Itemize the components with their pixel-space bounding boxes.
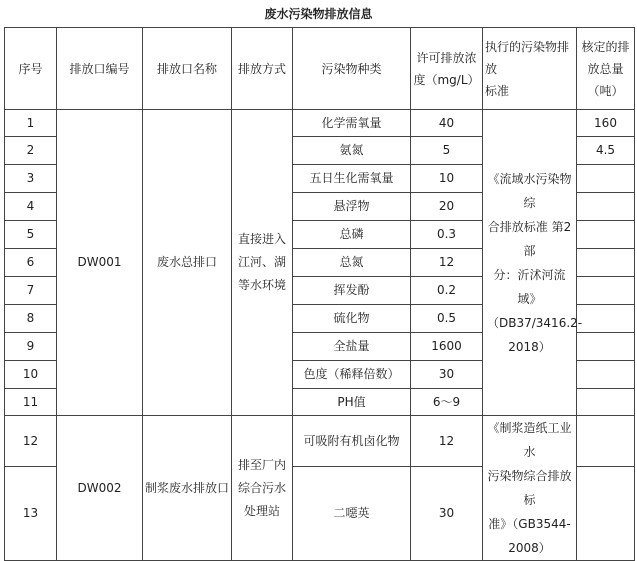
cell-seq: 2 <box>5 137 57 165</box>
cell-pollutant: 色度（稀释倍数） <box>293 361 411 389</box>
cell-seq: 5 <box>5 221 57 249</box>
header-limit-line1: 许可排放浓 <box>416 50 477 65</box>
standard-line: 污染物综合排放标 <box>487 469 572 507</box>
header-limit <box>411 28 483 110</box>
cell-limit: 10 <box>411 165 483 193</box>
cell-method <box>232 416 293 561</box>
cell-method <box>232 110 293 416</box>
cell-standard <box>483 110 583 416</box>
cell-outlet-id: DW001 <box>57 110 143 416</box>
header-total-line1: 核定的排 <box>581 39 630 54</box>
header-limit-line2: 度（mg/L） <box>413 72 480 87</box>
standard-line: 准》（GB3544- <box>488 517 571 531</box>
cell-outlet-id: DW002 <box>57 416 143 561</box>
header-seq: 序号 <box>5 28 57 110</box>
header-method: 排放方式 <box>232 28 293 110</box>
cell-seq: 4 <box>5 193 57 221</box>
cell-seq: 1 <box>5 110 57 137</box>
standard-line: 合排放标准 第2部 <box>487 219 572 258</box>
cell-total: 4.5 <box>577 137 635 165</box>
cell-total: 160 <box>577 110 635 137</box>
cell-outlet-name: 废水总排口 <box>143 110 232 416</box>
cell-seq: 11 <box>5 389 57 416</box>
cell-pollutant: 挥发酚 <box>293 277 411 305</box>
cell-total <box>577 467 635 561</box>
cell-seq: 12 <box>5 416 57 467</box>
cell-seq: 10 <box>5 361 57 389</box>
cell-pollutant: 总磷 <box>293 221 411 249</box>
method-line: 处理站 <box>243 503 280 518</box>
cell-pollutant: 悬浮物 <box>293 193 411 221</box>
cell-seq: 9 <box>5 333 57 361</box>
cell-limit: 0.2 <box>411 277 483 305</box>
cell-total <box>577 165 635 193</box>
cell-standard <box>483 416 577 561</box>
cell-pollutant: 五日生化需氧量 <box>293 165 411 193</box>
header-pollutant: 污染物种类 <box>293 28 411 110</box>
cell-total <box>577 361 635 389</box>
cell-total <box>577 416 635 467</box>
cell-pollutant: 硫化物 <box>293 305 411 333</box>
page-title: 废水污染物排放信息 <box>264 7 373 21</box>
cell-limit: 30 <box>411 361 483 389</box>
cell-seq: 6 <box>5 249 57 277</box>
standard-line: 2018） <box>508 339 551 354</box>
cell-limit: 1600 <box>411 333 483 361</box>
standard-line: （DB37/3416.2- <box>487 315 583 330</box>
method-line: 直接进入 <box>237 232 286 246</box>
cell-total <box>577 193 635 221</box>
cell-total <box>577 277 635 305</box>
cell-total <box>577 249 635 277</box>
method-line: 综合污水 <box>237 480 286 495</box>
cell-limit: 40 <box>411 110 483 137</box>
header-standard <box>483 28 577 110</box>
header-row <box>5 28 635 110</box>
cell-limit: 12 <box>411 416 483 467</box>
cell-total <box>577 389 635 416</box>
cell-outlet-name: 制浆废水排放口 <box>143 416 232 561</box>
header-total-line3: （吨） <box>587 83 624 98</box>
cell-total <box>577 305 635 333</box>
standard-line: 《流域水污染物综 <box>487 171 572 210</box>
cell-seq: 7 <box>5 277 57 305</box>
cell-limit: 0.5 <box>411 305 483 333</box>
cell-limit: 6～9 <box>411 389 483 416</box>
cell-limit: 12 <box>411 249 483 277</box>
table-row <box>5 110 635 137</box>
cell-pollutant: 氨氮 <box>293 137 411 165</box>
cell-pollutant: PH值 <box>293 389 411 416</box>
standard-line: 分：沂沭河流域》 <box>493 267 566 306</box>
header-total <box>577 28 635 110</box>
cell-pollutant: 二噁英 <box>293 467 411 561</box>
cell-seq: 3 <box>5 165 57 193</box>
header-outlet-id: 排放口编号 <box>57 28 143 110</box>
header-standard-line2: 标准 <box>485 83 510 98</box>
method-line: 江河、湖 <box>237 255 286 269</box>
cell-pollutant: 总氮 <box>293 249 411 277</box>
cell-total <box>577 221 635 249</box>
cell-pollutant: 全盐量 <box>293 333 411 361</box>
standard-line: 《制浆造纸工业水 <box>487 421 572 459</box>
header-outlet-name: 排放口名称 <box>143 28 232 110</box>
cell-seq: 13 <box>5 467 57 561</box>
cell-limit: 30 <box>411 467 483 561</box>
header-standard-line1: 执行的污染物排放 <box>485 39 570 76</box>
method-line: 等水环境 <box>237 278 286 292</box>
cell-limit: 0.3 <box>411 221 483 249</box>
table-row <box>5 416 635 467</box>
standard-line: 2008） <box>508 541 551 555</box>
cell-limit: 5 <box>411 137 483 165</box>
cell-total <box>577 333 635 361</box>
cell-limit: 20 <box>411 193 483 221</box>
header-total-line2: 放总量 <box>587 61 624 76</box>
wastewater-table <box>4 27 635 561</box>
cell-pollutant: 化学需氧量 <box>293 110 411 137</box>
cell-seq: 8 <box>5 305 57 333</box>
method-line: 排至厂内 <box>237 457 286 472</box>
cell-pollutant: 可吸附有机卤化物 <box>293 416 411 467</box>
